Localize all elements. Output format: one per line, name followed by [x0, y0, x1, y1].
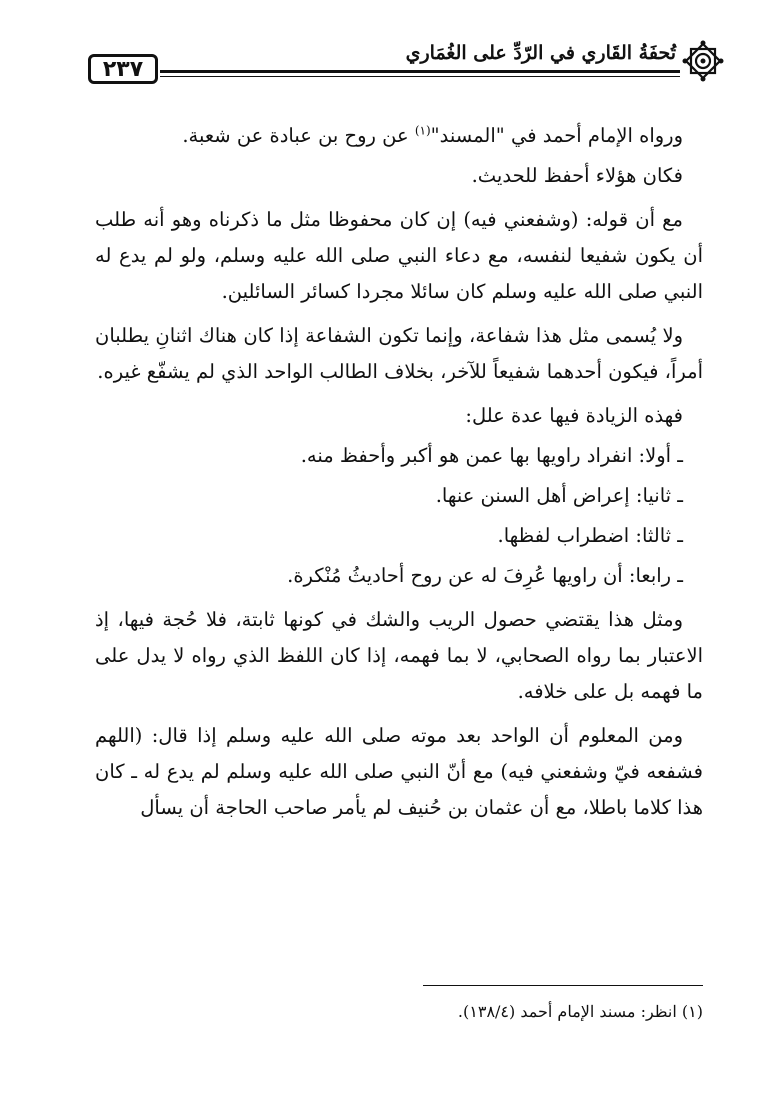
paragraph: ولا يُسمى مثل هذا شفاعة، وإنما تكون الشفاعة إذا كان هناك اثنانِ يطلبان أمراً، فيكون أحدهما شفيعاً للآخر، بخلاف الطالب الواحد الذي لم يشفّع غيره. [95, 324, 703, 383]
header-rule [160, 70, 680, 73]
octagram-flower-icon [682, 40, 724, 82]
footnote-ref[interactable]: (١) [414, 123, 431, 138]
running-title: تُحفَةُ القَاري في الرّدِّ على الغُمَاري [398, 42, 680, 64]
list-item: ـ ثالثا: اضطراب لفظها. [497, 524, 683, 547]
page-number: ٢٣٧ [88, 54, 158, 84]
paragraph: ومثل هذا يقتضي حصول الريب والشك في كونها ثابتة، فلا حُجة فيها، إذ الاعتبار بما رواه الصحابي، لا بما فهمه، إذا كان اللفظ الذي رواه لا يدل على ما فهمه بل على خلافه. [95, 608, 703, 703]
footnote: (١) انظر: مسند الإمام أحمد (١٣٨/٤). [457, 1002, 703, 1021]
footnote-separator [423, 985, 703, 986]
paragraph: ومن المعلوم أن الواحد بعد موته صلى الله عليه وسلم إذا قال: (اللهم فشفعه فيّ وشفعني فيه) مع أنّ النبي صلى الله عليه وسلم لم يدع له ـ كان هذا كلاما باطلا، مع أن عثمان بن حُنيف لم يأمر صاحب الحاجة أن يسأل [95, 724, 703, 819]
paragraph: مع أن قوله: (وشفعني فيه) إن كان محفوظا مثل ما ذكرناه وهو أنه طلب أن يكون شفيعا لنفسه، مع دعاء النبي صلى الله عليه وسلم، ولو لم يدع له النبي صلى الله عليه وسلم كان سائلا مجردا كسائر السائلين. [95, 208, 703, 303]
list-item: ـ رابعا: أن راويها عُرِفَ له عن روح أحاديثُ مُنْكرة. [287, 564, 683, 587]
paragraph: فهذه الزيادة فيها عدة علل: [465, 404, 683, 427]
page-header [88, 40, 728, 100]
main-text [95, 118, 703, 834]
paragraph: ورواه الإمام أحمد في "المسند"$^{(١)}$ عن روح بن عبادة عن شعبة. [182, 123, 683, 147]
list-item: ـ ثانيا: إعراض أهل السنن عنها. [435, 484, 683, 507]
header-rule-thin [160, 76, 680, 77]
list-item: ـ أولا: انفراد راويها بها عمن هو أكبر وأحفظ منه. [300, 444, 683, 467]
paragraph: فكان هؤلاء أحفظ للحديث. [471, 164, 683, 187]
